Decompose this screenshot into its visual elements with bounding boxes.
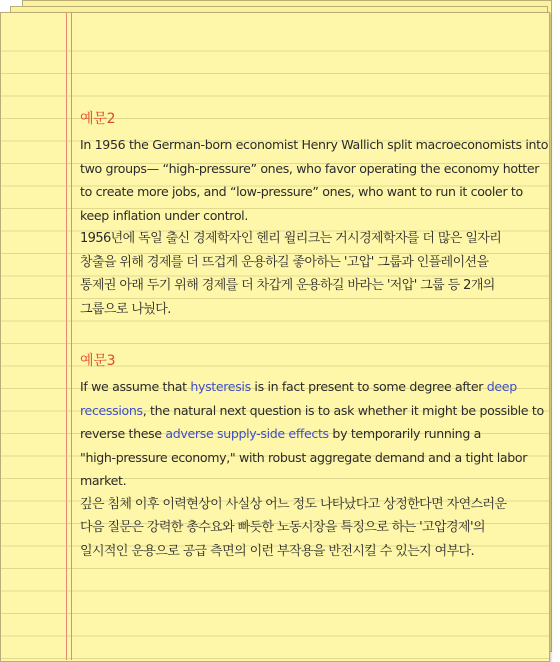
text-line: keep inflation under control. [80,207,248,223]
text-run: by temporarily running a [328,426,481,441]
text-line [80,375,550,399]
notepad-content [80,108,550,563]
text-run: If we assume that [80,379,191,394]
example-2 [80,108,550,321]
example-3-heading: 예문3 [80,353,116,369]
text-line: "high-pressure economy," with robust aggregate demand and a tight labor [80,449,528,465]
term-adverse-supply-side-effects: adverse supply-side effects [165,426,329,441]
term-hysteresis: hysteresis [190,379,251,394]
text-line: 다음 질문은 강력한 총수요와 빠듯한 노동시장을 특징으로 하는 '고압경제'의 [80,520,485,535]
example-3 [80,350,550,563]
example-2-heading: 예문2 [80,111,116,127]
text-line: 일시적인 운용으로 공급 측면의 이런 부작용을 반전시킬 수 있는지 여부다. [80,543,475,559]
text-line: 창출을 위해 경제를 더 뜨겁게 운용하길 좋아하는 '고압' 그룹과 인플레이션을 [80,254,489,270]
text-line: 통제권 아래 두기 위해 경제를 더 차갑게 운용하길 바라는 '저압' 그룹 등 2개의 [80,278,495,293]
text-line: market. [80,473,127,488]
text-run: , the natural next question is to ask whether it might be possible to [142,402,544,418]
text-line: 그룹으로 나눴다. [80,301,171,317]
text-line: two groups— “high-pressure” ones, who favor operating the economy hotter [80,160,540,176]
text-line: 깊은 침체 이후 이력현상이 사실상 어느 정도 나타났다고 상정한다면 자연스러운 [80,496,507,512]
example-2-english [80,133,550,227]
text-line: In 1956 the German-born economist Henry Wallich split macroeconomists into [80,137,549,152]
term-deep-recessions: recessions [80,402,143,418]
text-line [80,399,550,423]
text-line: to create more jobs, and “low-pressure” ones, who want to run it cooler to [80,184,523,199]
text-run: reverse these [80,426,166,441]
margin-line-left [66,12,67,660]
text-line: 1956년에 독일 출신 경제학자인 헨리 윌리크는 거시경제학자를 더 많은 일자리 [80,231,502,246]
text-line [80,422,550,446]
text-run: is in fact present to some degree after [250,379,487,394]
example-3-korean [80,493,550,564]
example-2-korean [80,227,550,321]
term-deep-recessions: deep [486,379,517,394]
margin-line-right [71,12,72,660]
example-3-english [80,375,550,493]
